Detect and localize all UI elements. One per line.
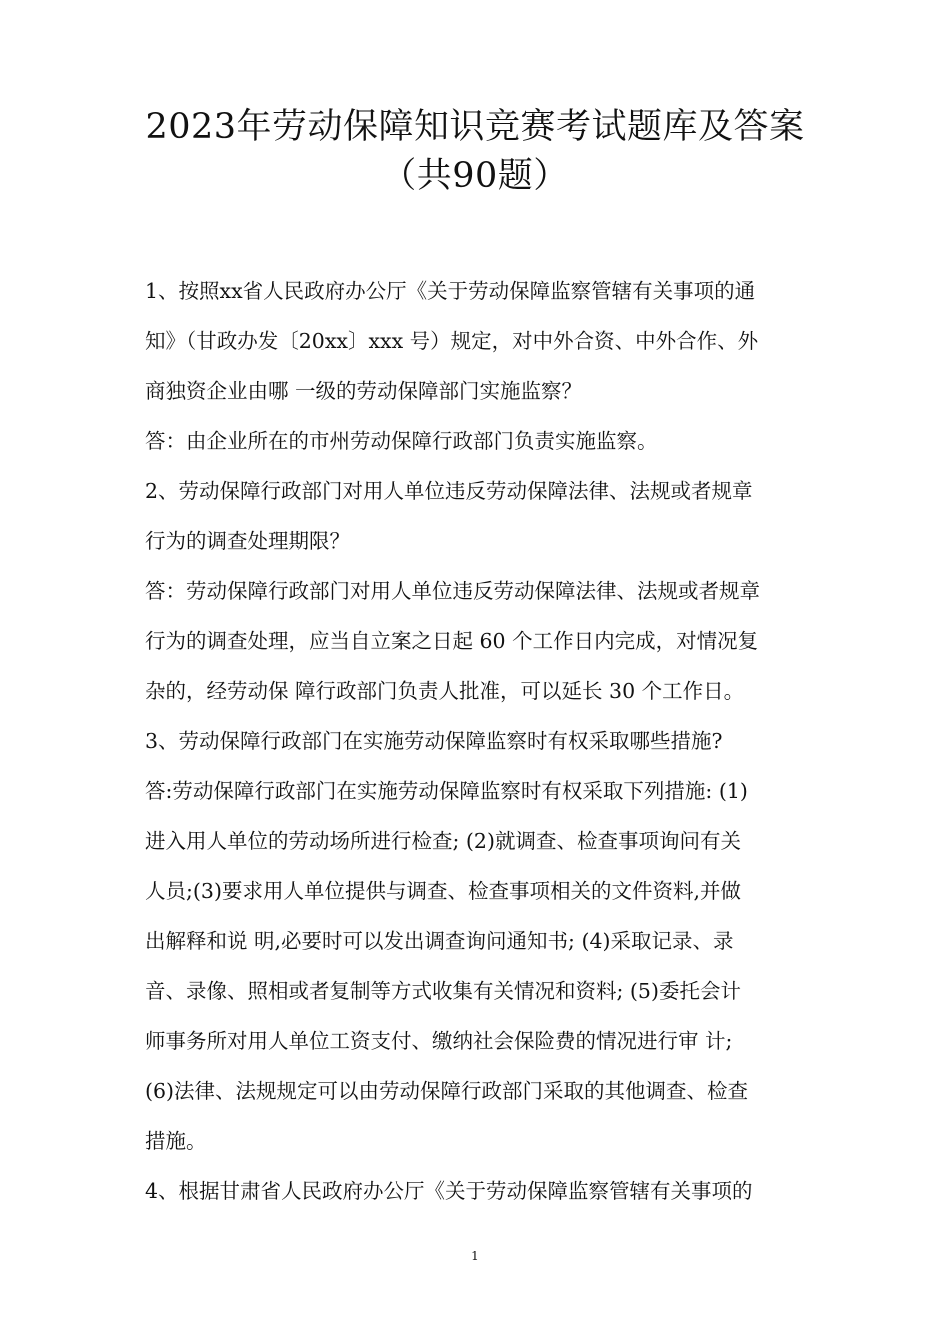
question-text-line: 2、劳动保障行政部门对用人单位违反劳动保障法律、法规或者规章 [145,479,753,503]
answer-text-line: 音、录像、照相或者复制等方式收集有关情况和资料; (5)委托会计 [145,979,741,1003]
page-number: 1 [471,1249,479,1263]
answer-text-line: 出解释和说 明,必要时可以发出调查询问通知书; (4)采取记录、录 [145,929,734,953]
question-text-line: 商独资企业由哪 一级的劳动保障部门实施监察？ [145,379,583,403]
question-text-line: 行为的调查处理期限？ [145,529,350,553]
answer-text-line: 进入用人单位的劳动场所进行检查; (2)就调查、检查事项询问有关 [145,829,741,853]
answer-paragraph [145,416,815,466]
question-paragraph [145,716,815,766]
question-paragraph [145,1166,815,1216]
document-title: 2023年劳动保障知识竞赛考试题库及答案 [145,107,805,147]
answer-text-line: 师事务所对用人单位工资支付、缴纳社会保险费的情况进行审 计; [145,1029,733,1053]
answer-text-line: 答：由企业所在的市州劳动保障行政部门负责实施监察。 [145,429,658,453]
answer-paragraph [145,766,815,1166]
answer-text-line: 答：劳动保障行政部门对用人单位违反劳动保障法律、法规或者规章 [145,579,760,603]
question-paragraph [145,266,815,416]
question-text-line: 4、根据甘肃省人民政府办公厅《关于劳动保障监察管辖有关事项的 [145,1179,753,1203]
answer-text-line: 行为的调查处理，应当自立案之日起 60 个工作日内完成，对情况复 [145,629,759,653]
answer-text-line: 答:劳动保障行政部门在实施劳动保障监察时有权采取下列措施: (1) [145,779,748,803]
answer-text-line: 杂的，经劳动保 障行政部门负责人批准，可以延长 30 个工作日。 [145,679,745,703]
question-text-line: 知》（甘政办发〔20xx〕xxx 号）规定，对中外合资、中外合作、外 [145,329,759,353]
answer-text-line: 措施。 [145,1129,207,1153]
question-text-line: 3、劳动保障行政部门在实施劳动保障监察时有权采取哪些措施? [145,729,723,753]
answer-text-line: (6)法律、法规规定可以由劳动保障行政部门采取的其他调查、检查 [145,1079,749,1103]
document-subtitle: （共90题） [381,156,569,196]
answer-text-line: 人员;(3)要求用人单位提供与调查、检查事项相关的文件资料,并做 [145,879,741,903]
document-body [145,266,815,1216]
answer-paragraph [145,566,815,716]
question-text-line: 1、按照xx省人民政府办公厅《关于劳动保障监察管辖有关事项的通 [145,279,756,303]
question-paragraph [145,466,815,566]
